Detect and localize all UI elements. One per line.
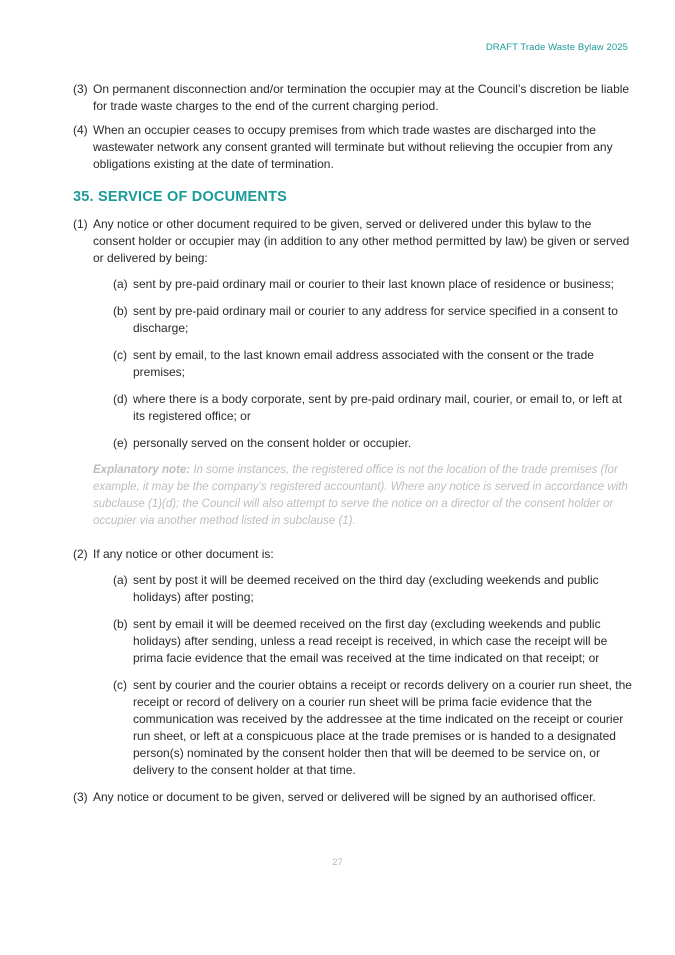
clause-1 [73, 216, 633, 267]
explanatory-note-text: In some instances, the registered office is not the location of the trade premises (for example, it may be the company’s registered accountant). Where any notice is served in accordance with subclause (1)(d); the Council will also attempt to serve the notice on a director of the consent holder or occupier via another method listed in subclause (1). [93, 464, 628, 527]
subitem-number: (b) [113, 617, 128, 631]
subitem-e [113, 435, 633, 452]
subitem-number: (c) [113, 678, 127, 692]
subitem-text: sent by email it will be deemed received on the first day (excluding weekends and public holidays) after sending, unless a read receipt is received, in which case the receipt will be prima facie evidence that the email was received at the time indicated on that receipt; or [133, 617, 608, 665]
subitem-number: (a) [113, 573, 128, 587]
clause-4-prior [73, 122, 633, 173]
document-body [73, 81, 633, 813]
clause-number: (4) [73, 123, 88, 137]
explanatory-note-label: Explanatory note: [93, 464, 191, 476]
clause-1-subitems [113, 276, 633, 452]
section-heading: 35. SERVICE OF DOCUMENTS [73, 189, 288, 205]
subitem-a [113, 276, 633, 293]
clause-text: Any notice or other document required to be given, served or delivered under this bylaw to the consent holder or occupier may (in addition to any other method permitted by law) be given or served or delivered by being: [93, 217, 630, 265]
subitem-text: where there is a body corporate, sent by pre-paid ordinary mail, courier, or email to, or left at its registered office; or [133, 392, 622, 423]
clause-number: (2) [73, 547, 88, 561]
clause-number: (3) [73, 790, 88, 804]
subitem-number: (e) [113, 436, 128, 450]
subitem-number: (d) [113, 392, 128, 406]
page-number: 27 [332, 857, 343, 868]
subitem-text: personally served on the consent holder or occupier. [133, 436, 412, 450]
subitem-d [113, 391, 633, 425]
clause-2 [73, 546, 633, 563]
subitem-c [113, 347, 633, 381]
clause-3 [73, 789, 633, 806]
clause-text: On permanent disconnection and/or termination the occupier may at the Council’s discretion be liable for trade waste charges to the end of the current charging period. [93, 82, 630, 113]
subitem-text: sent by email, to the last known email address associated with the consent or the trade premises; [133, 348, 594, 379]
clause-number: (3) [73, 82, 88, 96]
clause-2-subitems [113, 572, 633, 779]
clause-text: When an occupier ceases to occupy premises from which trade wastes are discharged into the wastewater network any consent granted will terminate but without relieving the occupier from any obligations existing at the date of termination. [93, 123, 613, 171]
clause-number: (1) [73, 217, 88, 231]
subitem-c [113, 677, 633, 779]
subitem-text: sent by post it will be deemed received on the third day (excluding weekends and public holidays) after posting; [133, 573, 599, 604]
subitem-a [113, 572, 633, 606]
subitem-number: (c) [113, 348, 127, 362]
subitem-b [113, 303, 633, 337]
clause-3-prior [73, 81, 633, 115]
clause-text: Any notice or document to be given, served or delivered will be signed by an authorised officer. [93, 790, 596, 804]
subitem-number: (b) [113, 304, 128, 318]
subitem-b [113, 616, 633, 667]
subitem-text: sent by pre-paid ordinary mail or courier to their last known place of residence or business; [133, 277, 614, 291]
subitem-text: sent by pre-paid ordinary mail or courier to any address for service specified in a consent to discharge; [133, 304, 618, 335]
subitem-text: sent by courier and the courier obtains a receipt or records delivery on a courier run sheet, the receipt or record of delivery on a courier run sheet will be prima facie evidence that the communication was received by the addressee at the time indicated on the receipt or courier run sheet, or left at a conspicuous place at the trade premises or is handed to a designated person(s) nominated by the consent holder then that will be deemed to be service on, or delivery to the consent holder at that time. [133, 678, 632, 777]
subitem-number: (a) [113, 277, 128, 291]
explanatory-note [93, 462, 633, 530]
clause-text: If any notice or other document is: [93, 547, 274, 561]
document-header-title: DRAFT Trade Waste Bylaw 2025 [485, 42, 628, 53]
